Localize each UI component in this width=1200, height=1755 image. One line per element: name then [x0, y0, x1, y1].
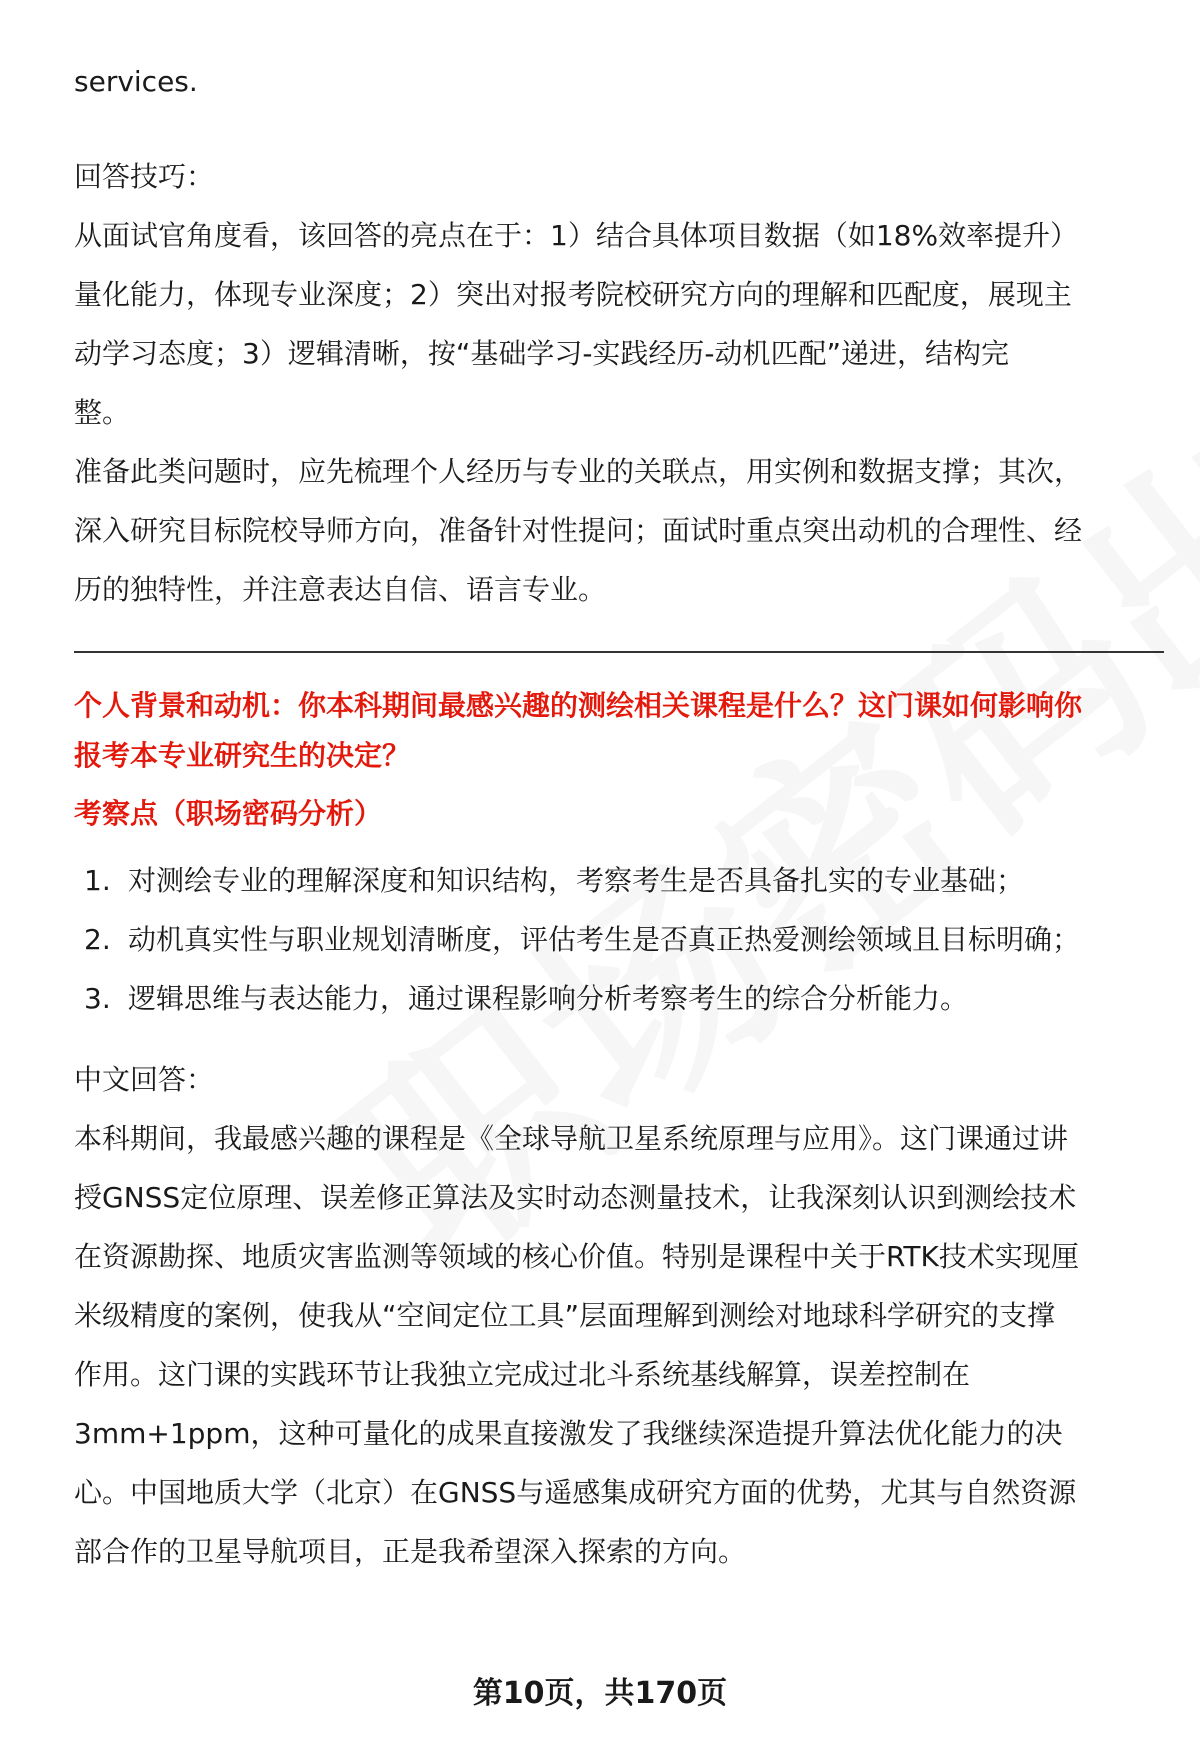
answer-line: 心。中国地质大学（北京）在GNSS与遥感集成研究方面的优势，尤其与自然资源 — [74, 1476, 1077, 1509]
list-text: 动机真实性与职业规划清晰度，评估考生是否真正热爱测绘领域且目标明确； — [128, 923, 1081, 956]
list-number: 2. — [84, 923, 111, 956]
document-page — [74, 52, 1164, 1581]
list-text: 对测绘专业的理解深度和知识结构，考察考生是否具备扎实的专业基础； — [128, 864, 1025, 897]
answer-line: 米级精度的案例，使我从“空间定位工具”层面理解到测绘对地球科学研究的支撑 — [74, 1299, 1056, 1332]
tips-heading: 回答技巧： — [74, 160, 215, 193]
list-number: 3. — [84, 982, 111, 1015]
list-text: 逻辑思维与表达能力，通过课程影响分析考察考生的综合分析能力。 — [128, 982, 969, 1015]
answer-line: 部合作的卫星导航项目，正是我希望深入探索的方向。 — [74, 1535, 747, 1568]
tips-paragraph-2-line: 准备此类问题时，应先梳理个人经历与专业的关联点，用实例和数据支撑；其次， — [74, 455, 1083, 488]
tips-paragraph-1-line: 量化能力，体现专业深度；2）突出对报考院校研究方向的理解和匹配度，展现主 — [74, 278, 1072, 311]
continuation-line: services. — [74, 65, 198, 98]
question-title-line: 个人背景和动机：你本科期间最感兴趣的测绘相关课程是什么？这门课如何影响你 — [74, 689, 1083, 722]
tips-paragraph-2-line: 历的独特性，并注意表达自信、语言专业。 — [74, 573, 607, 606]
points-heading: 考察点（职场密码分析） — [74, 797, 383, 830]
answer-line: 3mm+1ppm，这种可量化的成果直接激发了我继续深造提升算法优化能力的决 — [74, 1417, 1063, 1450]
tips-paragraph-1-line: 动学习态度；3）逻辑清晰，按“基础学习-实践经历-动机匹配”递进，结构完 — [74, 337, 1010, 370]
points-list — [74, 851, 1164, 1028]
answer-line: 在资源勘探、地质灾害监测等领域的核心价值。特别是课程中关于RTK技术实现厘 — [74, 1240, 1079, 1273]
question-title-line: 报考本专业研究生的决定？ — [74, 739, 411, 772]
list-item — [74, 910, 1164, 969]
tips-paragraph-1-line: 整。 — [74, 396, 131, 429]
list-number: 1. — [84, 864, 111, 897]
tips-paragraph-1-line: 从面试官角度看，该回答的亮点在于：1）结合具体项目数据（如18%效率提升） — [74, 219, 1079, 252]
answer-line: 本科期间，我最感兴趣的课程是《全球导航卫星系统原理与应用》。这门课通过讲 — [74, 1122, 1069, 1155]
answer-line: 作用。这门课的实践环节让我独立完成过北斗系统基线解算，误差控制在 — [74, 1358, 971, 1391]
list-item — [74, 969, 1164, 1028]
list-item — [74, 851, 1164, 910]
answer-heading: 中文回答： — [74, 1063, 215, 1096]
tips-paragraph-2-line: 深入研究目标院校导师方向，准备针对性提问；面试时重点突出动机的合理性、经 — [74, 514, 1083, 547]
page-number: 第10页，共170页 — [472, 1676, 728, 1711]
section-divider — [74, 651, 1164, 653]
answer-line: 授GNSS定位原理、误差修正算法及实时动态测量技术，让我深刻认识到测绘技术 — [74, 1181, 1077, 1214]
